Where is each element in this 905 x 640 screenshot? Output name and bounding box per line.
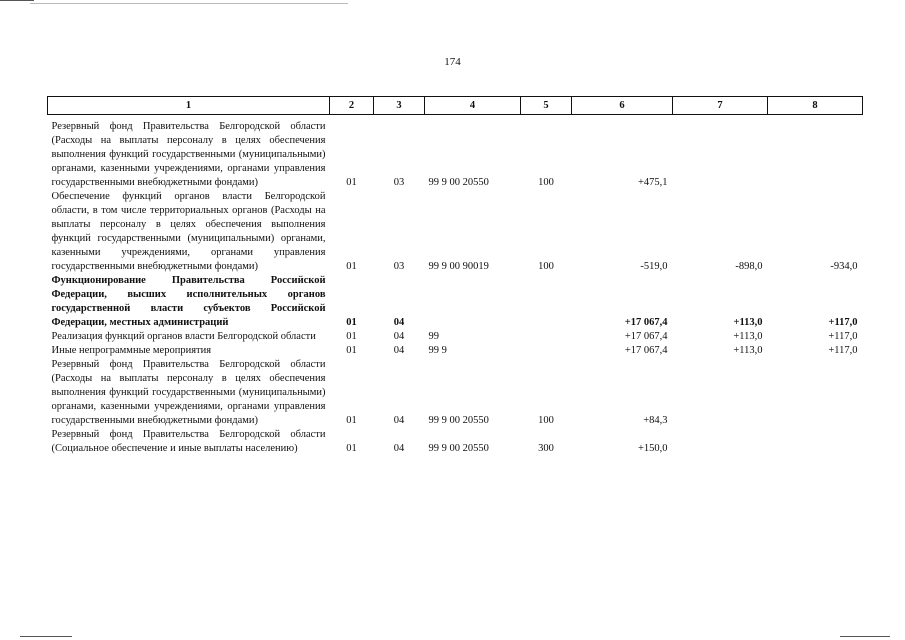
table-row (48, 344, 863, 358)
row-amount-col7: +113,0 (733, 331, 763, 342)
column-header: 4 (425, 97, 521, 115)
row-code-subsection: 04 (393, 331, 405, 342)
column-header: 6 (572, 97, 673, 115)
page-number: 174 (444, 56, 461, 68)
row-name: Резервный фонд Правительства Белгородской области (Расходы на выплаты персоналу в целях обеспечения выполнения функций государственными (муниципальными) органами, казенными учреждениями, органами управления государственными внебюджетными фондами) (51, 359, 326, 426)
row-code-section: 01 (346, 261, 357, 272)
row-target-article: 99 (428, 331, 439, 342)
row-amount-col7 (673, 120, 768, 190)
row-name: Резервный фонд Правительства Белгородской области (Социальное обеспечение и иные выплаты населению) (51, 429, 326, 454)
row-amount-col8 (768, 358, 863, 428)
row-code-section: 01 (346, 345, 357, 356)
row-code-section: 01 (346, 177, 357, 188)
row-amount-col7 (673, 358, 768, 428)
scan-edge-mark (20, 636, 72, 637)
table-row (48, 274, 863, 330)
row-expense-type (521, 344, 572, 358)
table-row (48, 190, 863, 274)
table-row (48, 358, 863, 428)
row-name: Реализация функций органов власти Белгородской области (51, 331, 316, 342)
row-code-subsection: 04 (393, 317, 405, 328)
row-amount-col8: +117,0 (828, 345, 858, 356)
scan-edge-mark (0, 0, 34, 1)
row-amount-col8: +117,0 (828, 317, 858, 328)
row-code-subsection: 04 (393, 443, 405, 454)
table-row (48, 120, 863, 190)
column-header: 7 (673, 97, 768, 115)
row-target-article: 99 9 00 90019 (428, 261, 489, 272)
table-header-row (48, 97, 863, 115)
row-expense-type: 100 (538, 261, 554, 272)
row-amount-col7 (673, 428, 768, 456)
row-expense-type (521, 274, 572, 330)
row-target-article (425, 274, 521, 330)
row-expense-type: 100 (538, 415, 554, 426)
row-target-article: 99 9 (428, 345, 447, 356)
row-code-subsection: 04 (393, 415, 405, 426)
row-amount-col6: +17 067,4 (624, 345, 668, 356)
row-amount-col6: +475,1 (637, 177, 668, 188)
row-amount-col7: +113,0 (733, 317, 763, 328)
row-code-section: 01 (346, 317, 357, 328)
row-code-subsection: 03 (393, 261, 405, 272)
scan-edge-mark (30, 3, 348, 4)
row-amount-col6: +17 067,4 (624, 317, 668, 328)
row-expense-type (521, 330, 572, 344)
row-name: Иные непрограммные мероприятия (51, 345, 212, 356)
row-name: Обеспечение функций органов власти Белгородской области, в том числе территориальных органов (Расходы на выплаты персоналу в целях обеспечения выполнения функций государственными (муниципальными) органами, казенными учреждениями, органами управления государственными внебюджетными фондами) (51, 191, 326, 272)
row-amount-col8 (768, 120, 863, 190)
row-expense-type: 100 (538, 177, 554, 188)
row-amount-col6: -519,0 (640, 261, 668, 272)
row-code-section: 01 (346, 415, 357, 426)
row-target-article: 99 9 00 20550 (428, 177, 489, 188)
column-header: 5 (521, 97, 572, 115)
row-amount-col8: -934,0 (830, 261, 858, 272)
row-expense-type: 300 (538, 443, 554, 454)
row-amount-col8 (768, 428, 863, 456)
row-code-subsection: 03 (393, 177, 405, 188)
column-header: 3 (374, 97, 425, 115)
row-name: Функционирование Правительства Российской Федерации, высших исполнительных органов государственной власти субъектов Российской Федерации, местных администраций (51, 275, 326, 328)
table-row (48, 330, 863, 344)
table-row (48, 428, 863, 456)
column-header: 1 (48, 97, 330, 115)
row-name: Резервный фонд Правительства Белгородской области (Расходы на выплаты персоналу в целях обеспечения выполнения функций государственными (муниципальными) органами, казенными учреждениями, органами управления государственными внебюджетными фондами) (51, 121, 326, 188)
column-header: 8 (768, 97, 863, 115)
column-header: 2 (330, 97, 374, 115)
row-amount-col7: -898,0 (735, 261, 763, 272)
row-amount-col6: +150,0 (637, 443, 668, 454)
row-amount-col6: +17 067,4 (624, 331, 668, 342)
row-code-section: 01 (346, 443, 357, 454)
row-target-article: 99 9 00 20550 (428, 415, 489, 426)
row-amount-col8: +117,0 (828, 331, 858, 342)
row-code-subsection: 04 (393, 345, 405, 356)
row-target-article: 99 9 00 20550 (428, 443, 489, 454)
row-code-section: 01 (346, 331, 357, 342)
budget-table (47, 96, 863, 456)
scan-edge-mark (840, 636, 890, 637)
row-amount-col7: +113,0 (733, 345, 763, 356)
row-amount-col6: +84,3 (643, 415, 668, 426)
